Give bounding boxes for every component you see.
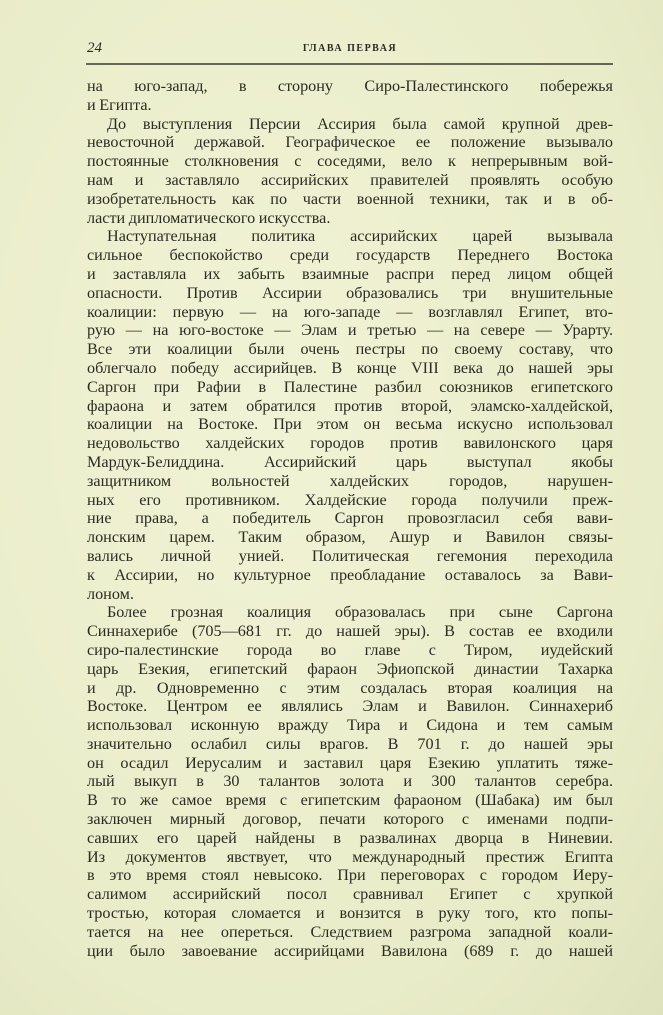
text-line: ции было завоевание ассирийцами Вавилона (689 г. до нашей xyxy=(87,941,613,960)
text-line: к Ассирии, но культурное преобладание оставалось за Вави- xyxy=(87,565,613,584)
text-line: лонским царем. Таким образом, Ашур и Вавилон связы- xyxy=(87,528,613,547)
text-line: Мардук-Белиддина. Ассирийский царь выступал якобы xyxy=(87,452,613,471)
text-line: невосточной державой. Географическое ее положение вызывало xyxy=(87,133,613,152)
text-line: Более грозная коалиция образовалась при сыне Саргона xyxy=(107,603,613,622)
text-line: Востоке. Центром ее являлись Элам и Вавилон. Синнахериб xyxy=(87,697,613,716)
text-line: коалиции на Востоке. При этом он весьма искусно использовал xyxy=(87,415,613,434)
text-line: недовольство халдейских городов против вавилонского царя xyxy=(87,434,613,453)
page-number: 24 xyxy=(87,40,102,56)
text-line: использовал исконную вражду Тира и Сидона и тем самым xyxy=(87,716,613,735)
text-line: салимом ассирийский посол сравнивал Египет с хрупкой xyxy=(87,885,613,904)
text-line: ных его противником. Халдейские города получили преж- xyxy=(87,490,613,509)
text-line: ние права, а победитель Саргон провозгласил себя вави- xyxy=(87,509,613,528)
text-line: тростью, которая сломается и вонзится в руку того, кто попы- xyxy=(87,904,613,923)
text-line: опасности. Против Ассирии образовались три внушительные xyxy=(87,283,613,302)
text-line: нам и заставляло ассирийских правителей проявлять особую xyxy=(87,170,613,189)
page-header xyxy=(87,40,613,62)
text-line: он осадил Иерусалим и заставил царя Езекию уплатить тяже- xyxy=(87,753,613,772)
text-line: облегчало победу ассирийцев. В конце VIII века до нашей эры xyxy=(87,358,613,377)
text-line: защитником вольностей халдейских городов, нарушен- xyxy=(87,471,613,490)
text-line: изобретательность как по части военной техники, так и в об- xyxy=(87,189,613,208)
text-line: Синнахерибе (705—681 гг. до нашей эры). В состав ее входили xyxy=(87,622,613,641)
text-line: в это время стоял невысоко. При переговорах с городом Иеру- xyxy=(87,866,613,885)
text-line: и Египта. xyxy=(87,95,152,114)
text-line: вались личной унией. Политическая гегемония переходила xyxy=(87,546,613,565)
text-line: коалиции: первую — на юго-западе — возглавлял Египет, вто- xyxy=(87,302,613,321)
text-line: и заставляла их забыть взаимные распри перед лицом общей xyxy=(87,264,613,283)
text-line: савших его царей найдены в развалинах дворца в Ниневии. xyxy=(87,828,613,847)
text-line: и др. Одновременно с этим создалась вторая коалиция на xyxy=(87,678,613,697)
text-line: Из документов явствует, что международный престиж Египта xyxy=(87,847,613,866)
text-line: Все эти коалиции были очень пестры по своему составу, что xyxy=(87,340,613,359)
text-line: постоянные столкновения с соседями, вело к непрерывным вой- xyxy=(87,152,613,171)
text-line: на юго-запад, в сторону Сиро-Палестинского побережья xyxy=(87,77,613,95)
text-line: До выступления Персии Ассирия была самой крупной древ- xyxy=(107,114,613,133)
text-line: сиро-палестинские города во главе с Тиром, иудейский xyxy=(87,640,613,659)
text-line: ласти дипломатического искусства. xyxy=(87,208,331,227)
text-line: заключен мирный договор, печати которого с именами подпи- xyxy=(87,810,613,829)
text-line: лый выкуп в 30 талантов золота и 300 талантов серебра. xyxy=(87,772,613,791)
text-line: царь Езекия, египетский фараон Эфиопской династии Тахарка xyxy=(87,659,613,678)
header-rule xyxy=(86,63,613,65)
text-line: лоном. xyxy=(87,584,134,603)
running-title: ГЛАВА ПЕРВАЯ xyxy=(302,43,398,54)
text-line: В то же самое время с египетским фараоном (Шабака) им был xyxy=(87,791,613,810)
text-line: значительно ослабил силы врагов. В 701 г. до нашей эры xyxy=(87,734,613,753)
text-line: тается на нее опереться. Следствием разгрома западной коали- xyxy=(87,922,613,941)
text-line: фараона и затем обратился против второй, эламско-халдейской, xyxy=(87,396,613,415)
text-line: Саргон при Рафии в Палестине разбил союзников египетского xyxy=(87,377,613,396)
text-line: сильное беспокойство среди государств Переднего Востока xyxy=(87,246,613,265)
text-line: Наступательная политика ассирийских царей вызывала xyxy=(107,227,613,246)
text-line: рую — на юго-востоке — Элам и третью — на севере — Урарту. xyxy=(87,321,613,340)
body-text xyxy=(87,77,613,960)
